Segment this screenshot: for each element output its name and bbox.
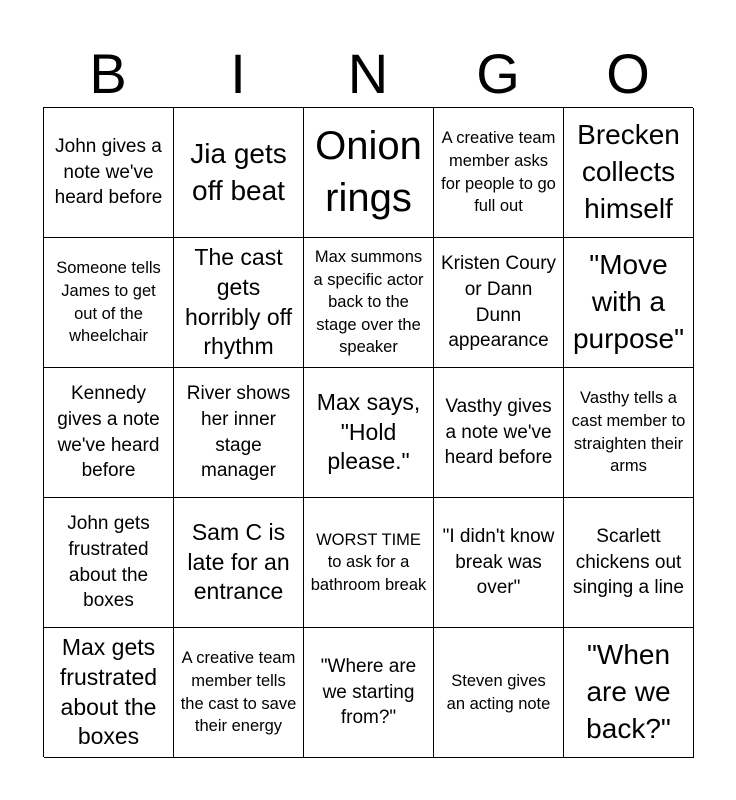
header-letter-i: I	[230, 42, 246, 105]
bingo-cell-text: River shows her inner stage manager	[186, 382, 291, 482]
bingo-cell-n1[interactable]	[304, 108, 434, 238]
bingo-cell-n3[interactable]	[304, 368, 434, 498]
bingo-cell-g5[interactable]	[434, 628, 564, 758]
bingo-header	[43, 40, 693, 108]
header-letter-g: G	[476, 42, 520, 105]
bingo-cell-i5[interactable]	[174, 628, 304, 758]
bingo-cell-text: "When are we back?"	[586, 639, 671, 744]
bingo-cell-text: Onion rings	[315, 124, 422, 220]
bingo-cell-text: A creative team member asks for people to go full out	[441, 129, 556, 216]
bingo-cell-text: Sam C is late for an entrance	[187, 518, 290, 605]
bingo-cell-text: "Where are we starting from?"	[320, 655, 417, 729]
bingo-cell-text: Scarlett chickens out singing a line	[573, 525, 684, 599]
bingo-cell-text: John gets frustrated about the boxes	[67, 512, 150, 612]
bingo-cell-o1[interactable]	[564, 108, 694, 238]
bingo-cell-text: "Move with a purpose"	[572, 249, 685, 354]
bingo-cell-o3[interactable]	[564, 368, 694, 498]
bingo-cell-text: Kristen Coury or Dann Dunn appearance	[440, 252, 557, 352]
bingo-cell-text: WORST TIME to ask for a bathroom break	[310, 530, 427, 594]
bingo-card-grid	[43, 107, 693, 757]
bingo-cell-b2[interactable]	[44, 238, 174, 368]
bingo-cell-g2[interactable]	[434, 238, 564, 368]
bingo-cell-n5[interactable]	[304, 628, 434, 758]
bingo-cell-text: Max says, "Hold please."	[316, 388, 421, 475]
bingo-cell-text: Kennedy gives a note we've heard before	[57, 382, 160, 482]
bingo-cell-g4[interactable]	[434, 498, 564, 628]
bingo-cell-text: The cast gets horribly off rhythm	[185, 243, 292, 360]
header-letter-n: N	[347, 42, 389, 105]
bingo-cell-b3[interactable]	[44, 368, 174, 498]
bingo-cell-o2[interactable]	[564, 238, 694, 368]
bingo-cell-n4[interactable]	[304, 498, 434, 628]
bingo-cell-g1[interactable]	[434, 108, 564, 238]
bingo-cell-o4[interactable]	[564, 498, 694, 628]
header-letter-b: B	[89, 42, 127, 105]
bingo-cell-i1[interactable]	[174, 108, 304, 238]
bingo-cell-text: Max gets frustrated about the boxes	[59, 633, 158, 750]
bingo-cell-o5[interactable]	[564, 628, 694, 758]
bingo-cell-text: Steven gives an acting note	[446, 671, 551, 713]
bingo-cell-text: Jia gets off beat	[190, 137, 287, 206]
bingo-cell-text: "I didn't know break was over"	[442, 525, 555, 599]
bingo-cell-b4[interactable]	[44, 498, 174, 628]
bingo-cell-i2[interactable]	[174, 238, 304, 368]
bingo-cell-text: A creative team member tells the cast to save their energy	[180, 649, 297, 736]
bingo-cell-text: John gives a note we've heard before	[54, 135, 163, 209]
bingo-cell-n2[interactable]	[304, 238, 434, 368]
bingo-cell-text: Vasthy tells a cast member to straighten their arms	[571, 389, 686, 476]
bingo-cell-text: Brecken collects himself	[577, 119, 680, 224]
bingo-cell-g3[interactable]	[434, 368, 564, 498]
bingo-cell-text: Someone tells James to get out of the wheelchair	[56, 259, 161, 346]
bingo-cell-text: Vasthy gives a note we've heard before	[444, 395, 553, 469]
bingo-cell-b1[interactable]	[44, 108, 174, 238]
bingo-cell-i3[interactable]	[174, 368, 304, 498]
bingo-cell-i4[interactable]	[174, 498, 304, 628]
header-letter-o: O	[606, 42, 650, 105]
bingo-cell-text: Max summons a specific actor back to the stage over the speaker	[313, 248, 424, 357]
bingo-cell-b5[interactable]	[44, 628, 174, 758]
